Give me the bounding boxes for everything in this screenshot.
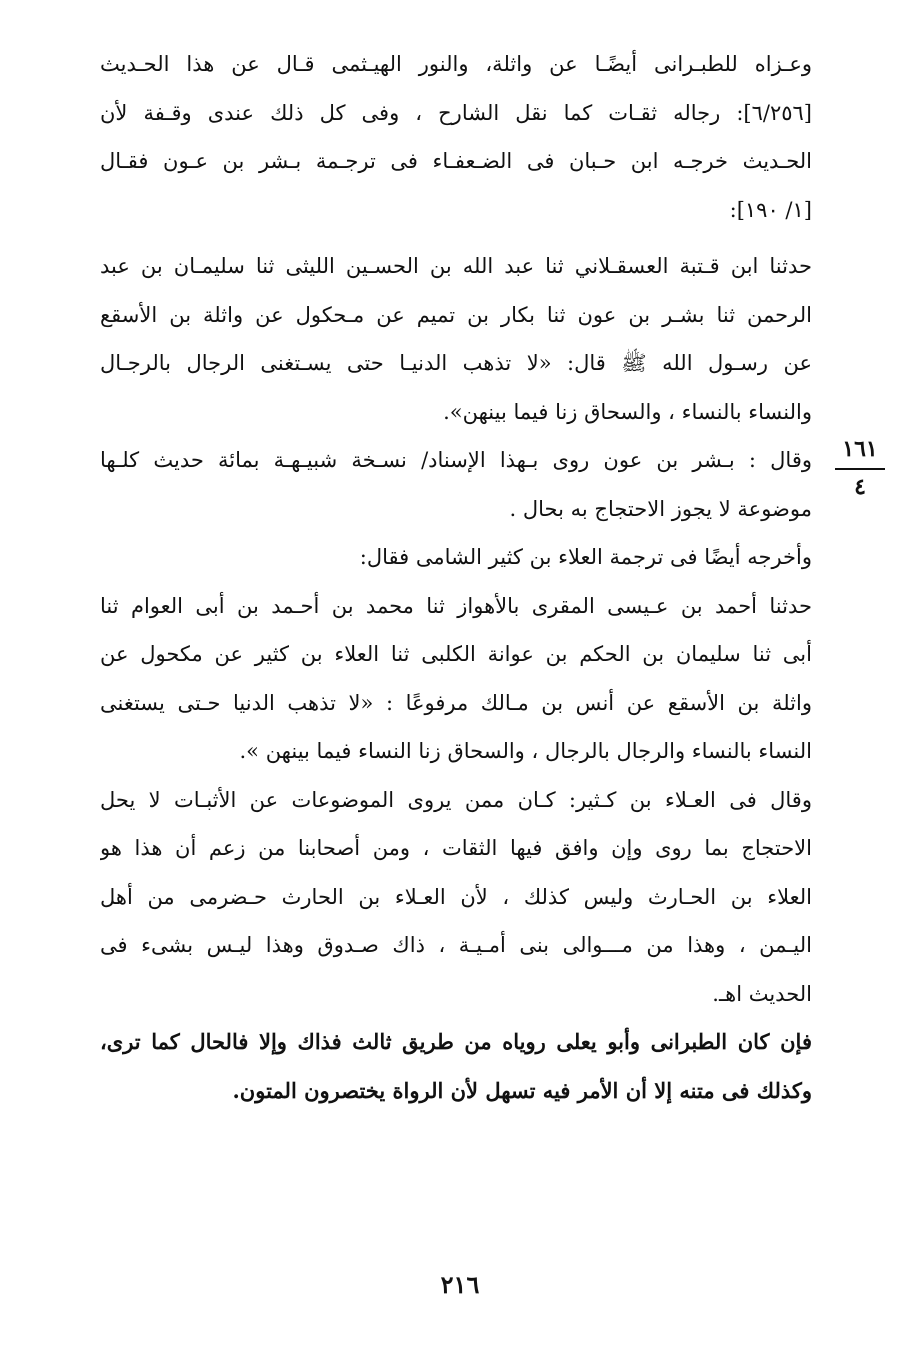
text-line: الحـديث خرجـه ابن حـبان فى الضـعفـاء فى ترجـمة بـشر بن عـون فقـال [100, 149, 812, 173]
text-line: موضوعة لا يجوز الاحتجاج به بحال . [509, 496, 812, 521]
text-line: وقال فى العـلاء بن كـثير: كـان ممن يروى الموضوعات عن الأثبـات لا يحل [100, 787, 812, 812]
body-text [100, 40, 812, 1115]
text-line: أبى ثنا سليمان بن الحكم بن عوانة الكلبى ثنا العلاء بن كثير عن مكحول عن [100, 642, 812, 666]
text-line: الاحتجاج بما روى وإن وافق فيها الثقات ، ومن أصحابنا من زعم أن هذا هو [100, 836, 812, 860]
text-line: وعـزاه للطبـرانى أيضًـا عن واثلة، والنور الهيـثمى قـال عن هذا الحـديث [100, 52, 812, 76]
paragraph-5 [100, 582, 812, 776]
text-line: [١/ ١٩٠]: [729, 197, 812, 222]
text-line: والنساء بالنساء ، والسحاق زنا فيما بينهن». [443, 399, 812, 424]
paragraph-6 [100, 776, 812, 1019]
text-line: وكذلك فى متنه إلا أن الأمر فيه تسهل لأن الرواة يختصرون المتون. [232, 1077, 812, 1103]
margin-reference [830, 432, 890, 502]
text-line: الحديث اهـ. [712, 981, 812, 1006]
paragraph-1 [100, 40, 812, 234]
text-line: [٦/٢٥٦]: رجاله ثقـات كما نقل الشارح ، وفى كل ذلك عندى وقـفة لأن [100, 100, 812, 125]
text-line: حدثنا ابن قـتبة العسقـلاني ثنا عبد الله بن الحسـين الليثى ثنا سليمـان بن عبد [100, 254, 812, 278]
margin-reference-volume: ٤ [854, 474, 866, 500]
paragraph-gap [100, 234, 812, 242]
text-line: الرحمن ثنا بشـر بن عون ثنا بكار بن تميم عن مـحكول عن واثلة بن الأسقع [100, 302, 812, 327]
page-number: ٢١٦ [440, 1270, 480, 1299]
text-line: وقال : بـشر بن عون روى بـهذا الإسناد/ نسـخة شبيـهـة بمائة حديث كلـها [100, 448, 812, 472]
text-line: وأخرجه أيضًا فى ترجمة العلاء بن كثير الشامى فقال: [359, 545, 812, 569]
paragraph-4 [100, 533, 812, 582]
paragraph-3 [100, 436, 812, 533]
paragraph-2 [100, 242, 812, 436]
margin-reference-divider [835, 468, 885, 470]
text-line: فإن كان الطبرانى وأبو يعلى روياه من طريق ثالث فذاك وإلا فالحال كما ترى، [100, 1029, 812, 1054]
text-line: النساء بالنساء والرجال بالرجال ، والسحاق زنا النساء فيما بينهن ». [239, 739, 812, 763]
text-line: العلاء بن الحـارث وليس كذلك ، لأن العـلاء بن الحارث حـضرمى من أهل [100, 884, 812, 909]
text-line: حدثنا أحمد بن عـيسى المقرى بالأهواز ثنا محمد بن أحـمد بن أبى العوام ثنا [100, 593, 812, 618]
margin-reference-page: ١٦١ [842, 436, 878, 462]
text-line: عن رسـول الله ﷺ قال: «لا تذهب الدنيـا حتى يسـتغنى الرجال بالرجـال [100, 351, 812, 375]
text-line: واثلة بن الأسقع عن أنس بن مـالك مرفوعًا : «لا تذهب الدنيا حـتى يستغنى [100, 690, 812, 715]
paragraph-7-conclusion [100, 1018, 812, 1115]
text-line: اليـمن ، وهذا من مـــوالى بنى أمـيـة ، ذاك صـدوق وهذا ليـس بشىء فى [100, 933, 812, 957]
